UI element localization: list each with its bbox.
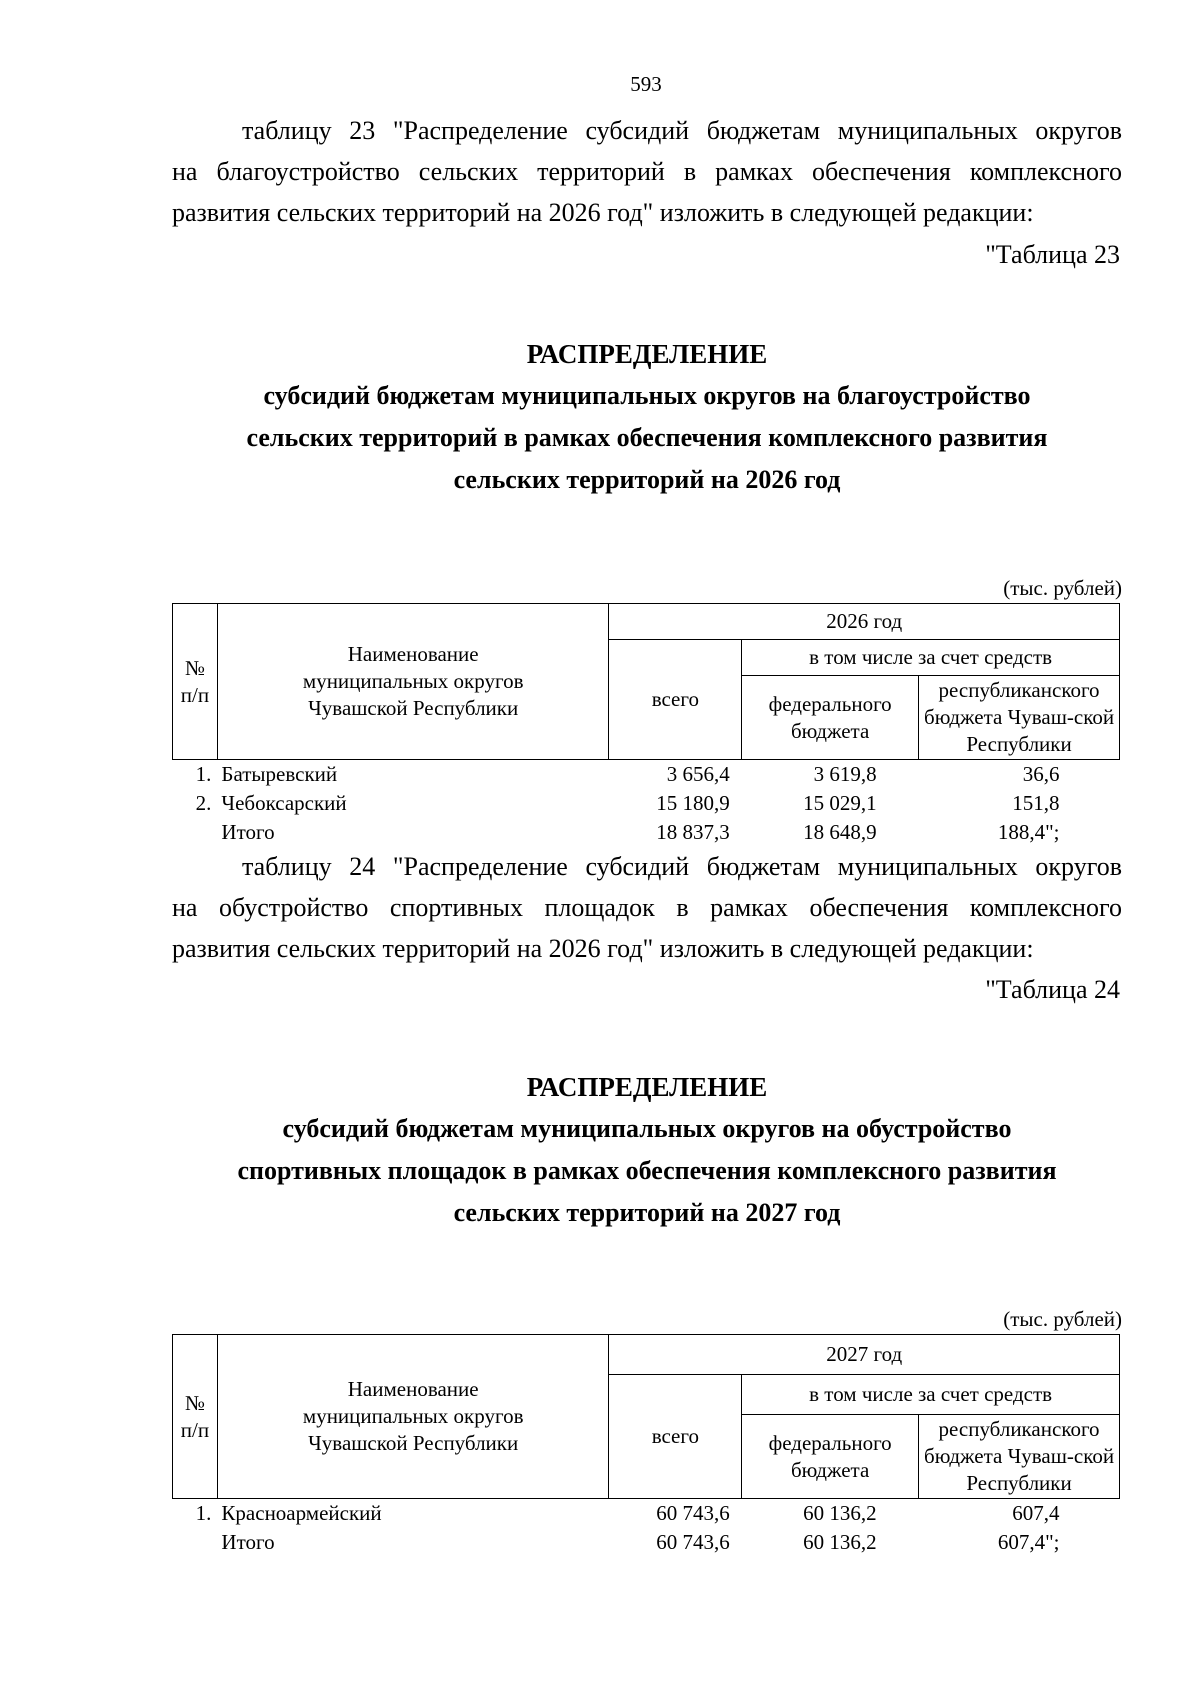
- subtitle-line: спортивных площадок в рамках обеспечения комплексного развития: [237, 1156, 1057, 1185]
- intro-line: на благоустройство сельских территорий в рамках обеспечения комплексного: [172, 157, 1122, 186]
- col-federal-header: федерального бюджета: [742, 1415, 919, 1499]
- row-name: Батыревский: [221, 762, 338, 786]
- table24-label: "Таблица 24: [985, 975, 1120, 1004]
- row-federal: 18 648,9: [803, 820, 877, 844]
- table-row-total: [173, 818, 1120, 847]
- row-num: 1.: [195, 1501, 212, 1525]
- units-label: (тыс. рублей): [1003, 576, 1122, 600]
- page-number: 593: [630, 72, 662, 96]
- row-federal: 60 136,2: [803, 1530, 877, 1554]
- row-federal: 60 136,2: [803, 1501, 877, 1525]
- row-total: 18 837,3: [656, 820, 730, 844]
- row-republic: 607,4";: [997, 1530, 1060, 1554]
- section1-intro: [172, 110, 1122, 233]
- subtitle-line: сельских территорий на 2026 год: [453, 465, 841, 494]
- subtitle-line: субсидий бюджетам муниципальных округов на благоустройство: [263, 381, 1031, 410]
- distribution-table-2026: [172, 603, 1120, 847]
- col-including-header: в том числе за счет средств: [742, 1375, 1120, 1415]
- row-name: Красноармейский: [221, 1501, 382, 1525]
- row-federal: 3 619,8: [813, 762, 877, 786]
- intro-line: развития сельских территорий на 2026 год" изложить в следующей редакции:: [172, 934, 1034, 963]
- subtitle-line: сельских территорий в рамках обеспечения комплексного развития: [246, 423, 1048, 452]
- col-year-header: 2026 год: [609, 604, 1120, 640]
- title-heading: РАСПРЕДЕЛЕНИЕ: [526, 1072, 768, 1102]
- col-total-header: всего: [609, 640, 742, 760]
- table-row: [173, 760, 1120, 790]
- row-name: Итого: [221, 1530, 275, 1554]
- row-republic: 36,6: [1022, 762, 1060, 786]
- row-num: [173, 1528, 218, 1557]
- row-name: Итого: [221, 820, 275, 844]
- row-num: [173, 818, 218, 847]
- title-heading: РАСПРЕДЕЛЕНИЕ: [526, 339, 768, 369]
- units-label: (тыс. рублей): [1003, 1307, 1122, 1331]
- col-including-header: в том числе за счет средств: [742, 640, 1120, 676]
- row-total: 3 656,4: [666, 762, 730, 786]
- table23-label: "Таблица 23: [985, 240, 1120, 269]
- intro-line: таблицу 23 "Распределение субсидий бюджетам муниципальных округов: [242, 116, 1122, 145]
- table-row: [173, 1499, 1120, 1529]
- intro-line: на обустройство спортивных площадок в рамках обеспечения комплексного: [172, 893, 1122, 922]
- intro-line: развития сельских территорий на 2026 год" изложить в следующей редакции:: [172, 198, 1034, 227]
- row-republic: 607,4: [1012, 1501, 1060, 1525]
- col-name-header: Наименование муниципальных округов Чувашской Республики: [217, 604, 609, 760]
- section2-title: [172, 1066, 1122, 1234]
- row-total: 60 743,6: [656, 1501, 730, 1525]
- row-num: 2.: [195, 791, 212, 815]
- section1-title: [172, 333, 1122, 501]
- distribution-table-2027: [172, 1334, 1120, 1557]
- table-row: [173, 789, 1120, 818]
- col-num-header: № п/п: [173, 604, 218, 760]
- col-name-header: Наименование муниципальных округов Чувашской Республики: [217, 1335, 609, 1499]
- section2-intro: [172, 846, 1122, 969]
- col-year-header: 2027 год: [609, 1335, 1120, 1375]
- subtitle-line: сельских территорий на 2027 год: [453, 1198, 841, 1227]
- row-name: Чебоксарский: [221, 791, 347, 815]
- row-republic: 188,4";: [997, 820, 1060, 844]
- col-federal-header: федерального бюджета: [742, 676, 919, 760]
- col-republic-header: республиканского бюджета Чуваш-ской Республики: [919, 676, 1120, 760]
- intro-line: таблицу 24 "Распределение субсидий бюджетам муниципальных округов: [242, 852, 1122, 881]
- row-total: 60 743,6: [656, 1530, 730, 1554]
- col-republic-header: республиканского бюджета Чуваш-ской Республики: [919, 1415, 1120, 1499]
- col-total-header: всего: [609, 1375, 742, 1499]
- row-federal: 15 029,1: [803, 791, 877, 815]
- table-row-total: [173, 1528, 1120, 1557]
- row-num: 1.: [195, 762, 212, 786]
- row-total: 15 180,9: [656, 791, 730, 815]
- row-republic: 151,8: [1012, 791, 1060, 815]
- subtitle-line: субсидий бюджетам муниципальных округов на обустройство: [282, 1114, 1012, 1143]
- col-num-header: № п/п: [173, 1335, 218, 1499]
